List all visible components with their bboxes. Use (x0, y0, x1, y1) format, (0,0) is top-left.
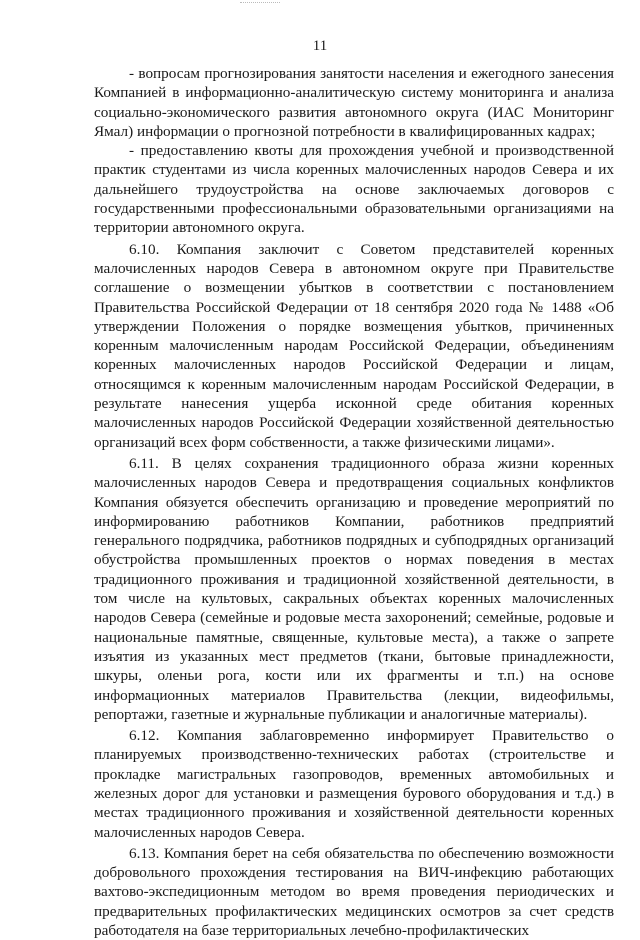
paragraph-6-10: 6.10. Компания заключит с Советом представителей коренных малочисленных народов Севера в автономном округе при Правительстве соглашение о возмещении убытков в соответствии с постановлением Правительства Российской Федерации от 18 сентября 2020 года № 1488 «Об утверждении Положения о порядке возмещения убытков, причиненных коренным малочисленным народам Российской Федерации, объединениям коренных малочисленных народов Российской Федерации и лицам, относящимся к коренным малочисленным народам Российской Федерации, в результате нанесения ущерба исконной среде обитания коренных малочисленных народов Российской Федерации хозяйственной деятельностью организаций всех форм собственности, а также физическими лицами». (94, 240, 614, 451)
page-number: 11 (312, 38, 328, 54)
paragraph-bullet-forecasting: - вопросам прогнозирования занятости населения и ежегодного занесения Компанией в информационно-аналитическую систему мониторинга и анализа социально-экономического развития автономного округа (ИАС Мониторинг Ямал) информации о прогнозной потребности в квалифицированных кадрах; (94, 65, 614, 140)
document-body (94, 64, 614, 940)
paragraph-6-12: 6.12. Компания заблаговременно информирует Правительство о планируемых производственно-технических работах (строительстве и прокладке магистральных газопроводов, временных автомобильных и железных дорог для установки и размещения бурового оборудования и т.д.) в местах традиционного проживания и хозяйственной деятельности коренных малочисленных народов Севера. (94, 727, 614, 841)
paragraph-6-11: 6.11. В целях сохранения традиционного образа жизни коренных малочисленных народов Севера и предотвращения социальных конфликтов Компания обязуется обеспечить организацию и проведение мероприятий по информированию работников Компании, работников предприятий генерального подрядчика, работников подрядных и субподрядных организаций обустройства промышленных проектов о нормах поведения в местах традиционного проживания и традиционной хозяйственной деятельности, в том числе на культовых, сакральных объектах коренных малочисленных народов Севера (семейные и родовые места захоронений; семейные, родовые и национальные памятные, священные, культовые места), а также о запрете изъятия из указанных мест предметов (ткани, бытовые принадлежности, шкуры, оленьи рога, кости или их фрагменты и т.п.) на основе информационных материалов Правительства (лекции, видеофильмы, репортажи, газетные и журнальные публикации и аналогичные материалы). (94, 454, 614, 723)
paragraph-6-13: 6.13. Компания берет на себя обязательства по обеспечению возможности добровольного прохождения тестирования на ВИЧ-инфекцию работающих вахтово-экспедиционным методом во время проведения периодических и предварительных профилактических медицинских осмотров за счет средств работодателя на базе территориальных лечебно-профилактических (94, 844, 614, 940)
scan-artifact (240, 2, 280, 7)
paragraph-bullet-internship-quota: - предоставлению квоты для прохождения учебной и производственной практик студентами из числа коренных малочисленных народов Севера и их дальнейшего трудоустройства на основе заключаемых договоров с государственными профессиональными образовательными организациями на территории автономного округа. (94, 142, 614, 237)
